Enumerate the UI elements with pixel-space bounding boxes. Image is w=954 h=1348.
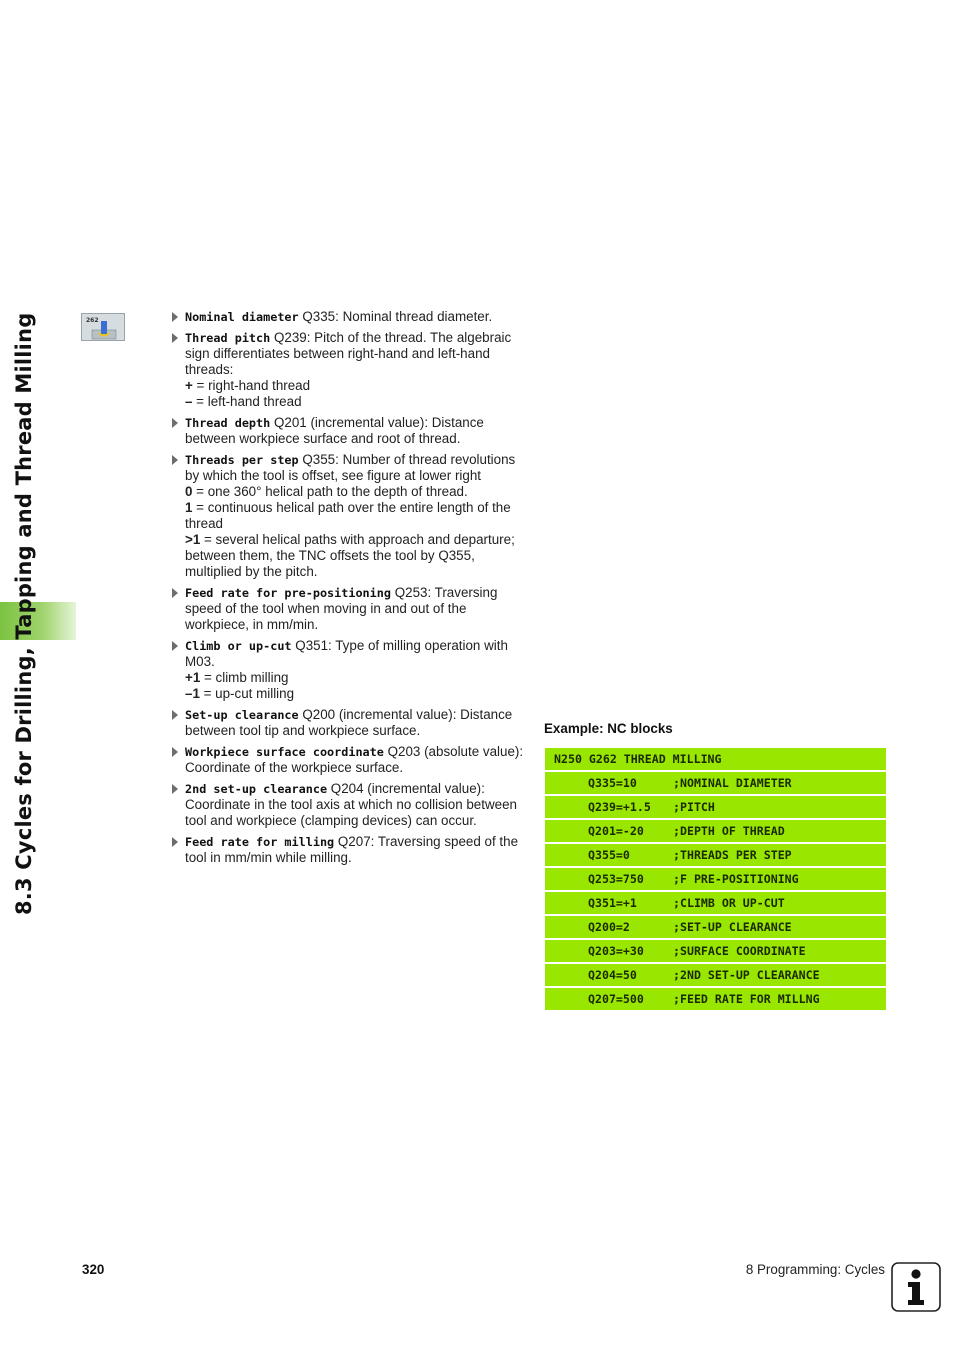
nc-param: Q200=2: [588, 920, 630, 934]
param-item: [172, 330, 524, 410]
param-name: Feed rate for milling: [185, 835, 335, 849]
nc-comment: ;FEED RATE FOR MILLNG: [673, 992, 820, 1006]
parameter-list: [172, 309, 524, 871]
nc-block-row: [545, 844, 886, 866]
param-item: [172, 415, 524, 447]
triangle-right-icon: [172, 641, 178, 651]
nc-block-row: [545, 988, 886, 1010]
param-item: [172, 707, 524, 739]
option-text: = left-hand thread: [192, 394, 302, 409]
param-description: Q355: Number of thread revolutions by which the tool is offset, see figure at lower right: [185, 452, 516, 483]
nc-comment: ;NOMINAL DIAMETER: [673, 776, 792, 790]
param-name: Nominal diameter: [185, 310, 299, 324]
param-item: [172, 585, 524, 633]
nc-param: Q253=750: [588, 872, 644, 886]
nc-param: Q201=-20: [588, 824, 644, 838]
chapter-footer: 8 Programming: Cycles: [745, 1262, 885, 1277]
option-text: = up-cut milling: [199, 686, 295, 701]
option-symbol: –1: [185, 686, 200, 701]
nc-block-row: [545, 916, 886, 938]
triangle-right-icon: [172, 837, 178, 847]
nc-param: Q204=50: [588, 968, 637, 982]
nc-block-row: [545, 868, 886, 890]
param-description: Q207: Traversing speed of the tool in mm/min while milling.: [185, 834, 519, 865]
param-description: Q204 (incremental value): Coordinate in the tool axis at which no collision between tool and workpiece (clamping devices) can occur.: [185, 781, 517, 828]
nc-blocks-table: [545, 748, 886, 1012]
option-text: = climb milling: [200, 670, 289, 685]
param-option: [185, 532, 524, 580]
param-item: [172, 834, 524, 866]
param-name: Threads per step: [185, 453, 299, 467]
nc-comment: ;SURFACE COORDINATE: [673, 944, 806, 958]
param-option: [185, 670, 524, 686]
triangle-right-icon: [172, 312, 178, 322]
option-symbol: 1: [185, 500, 193, 515]
param-name: Feed rate for pre-positioning: [185, 586, 391, 600]
nc-param: Q207=500: [588, 992, 644, 1006]
option-symbol: +1: [185, 670, 201, 685]
param-option: [185, 378, 524, 394]
nc-comment: ;SET-UP CLEARANCE: [673, 920, 792, 934]
nc-comment: ;2ND SET-UP CLEARANCE: [673, 968, 820, 982]
option-symbol: +: [185, 378, 193, 393]
nc-block-row: [545, 796, 886, 818]
nc-block-row: [545, 892, 886, 914]
option-symbol: >1: [185, 532, 201, 547]
page-number: 320: [82, 1262, 105, 1277]
param-name: 2nd set-up clearance: [185, 782, 328, 796]
nc-header-row: [545, 748, 886, 770]
example-title: Example: NC blocks: [544, 721, 673, 736]
option-text: = several helical paths with approach and departure; between them, the TNC offsets the tool by Q355, multiplied by the pitch.: [185, 532, 515, 579]
triangle-right-icon: [172, 455, 178, 465]
param-description: Q239: Pitch of the thread. The algebraic sign differentiates between right-hand and left-hand threads:: [185, 330, 512, 377]
nc-comment: ;CLIMB OR UP-CUT: [673, 896, 785, 910]
nc-param: Q239=+1.5: [588, 800, 651, 814]
option-text: = right-hand thread: [192, 378, 311, 393]
param-option: [185, 394, 524, 410]
nc-param: Q355=0: [588, 848, 630, 862]
cycle-icon-number: 262: [86, 317, 99, 324]
nc-block-row: [545, 772, 886, 794]
triangle-right-icon: [172, 710, 178, 720]
nc-block-row: [545, 964, 886, 986]
triangle-right-icon: [172, 418, 178, 428]
nc-header-text: N250 G262 THREAD MILLING: [554, 752, 722, 766]
param-item: [172, 744, 524, 776]
param-option: [185, 484, 524, 500]
param-description: Q253: Traversing speed of the tool when moving in and out of the workpiece, in mm/min.: [185, 585, 498, 632]
nc-param: Q203=+30: [588, 944, 644, 958]
nc-comment: ;THREADS PER STEP: [673, 848, 792, 862]
option-symbol: –: [185, 394, 193, 409]
param-item: [172, 452, 524, 580]
param-item: [172, 638, 524, 702]
side-chapter-title: 8.3 Cycles for Drilling, Tapping and Thread Milling: [12, 312, 36, 915]
nc-comment: ;PITCH: [673, 800, 715, 814]
nc-comment: ;F PRE-POSITIONING: [673, 872, 799, 886]
param-description: Q203 (absolute value): Coordinate of the workpiece surface.: [185, 744, 524, 775]
info-icon[interactable]: [891, 1262, 941, 1312]
param-name: Set-up clearance: [185, 708, 299, 722]
nc-block-row: [545, 820, 886, 842]
option-symbol: 0: [185, 484, 193, 499]
nc-param: Q335=10: [588, 776, 637, 790]
triangle-right-icon: [172, 588, 178, 598]
param-item: [172, 781, 524, 829]
param-name: Workpiece surface coordinate: [185, 745, 384, 759]
param-name: Thread depth: [185, 416, 271, 430]
triangle-right-icon: [172, 747, 178, 757]
cycle-262-icon: [81, 313, 125, 341]
nc-comment: ;DEPTH OF THREAD: [673, 824, 785, 838]
param-description: Q200 (incremental value): Distance between tool tip and workpiece surface.: [185, 707, 513, 738]
nc-block-row: [545, 940, 886, 962]
param-item: [172, 309, 524, 325]
nc-param: Q351=+1: [588, 896, 637, 910]
option-text: = one 360° helical path to the depth of thread.: [192, 484, 468, 499]
param-description: Q351: Type of milling operation with M03.: [185, 638, 508, 669]
param-description: Q335: Nominal thread diameter.: [302, 309, 493, 324]
triangle-right-icon: [172, 784, 178, 794]
option-text: = continuous helical path over the entire length of the thread: [185, 500, 511, 531]
triangle-right-icon: [172, 333, 178, 343]
param-description: Q201 (incremental value): Distance between workpiece surface and root of thread.: [185, 415, 484, 446]
param-name: Climb or up-cut: [185, 639, 292, 653]
param-name: Thread pitch: [185, 331, 271, 345]
param-option: [185, 500, 524, 532]
param-option: [185, 686, 524, 702]
